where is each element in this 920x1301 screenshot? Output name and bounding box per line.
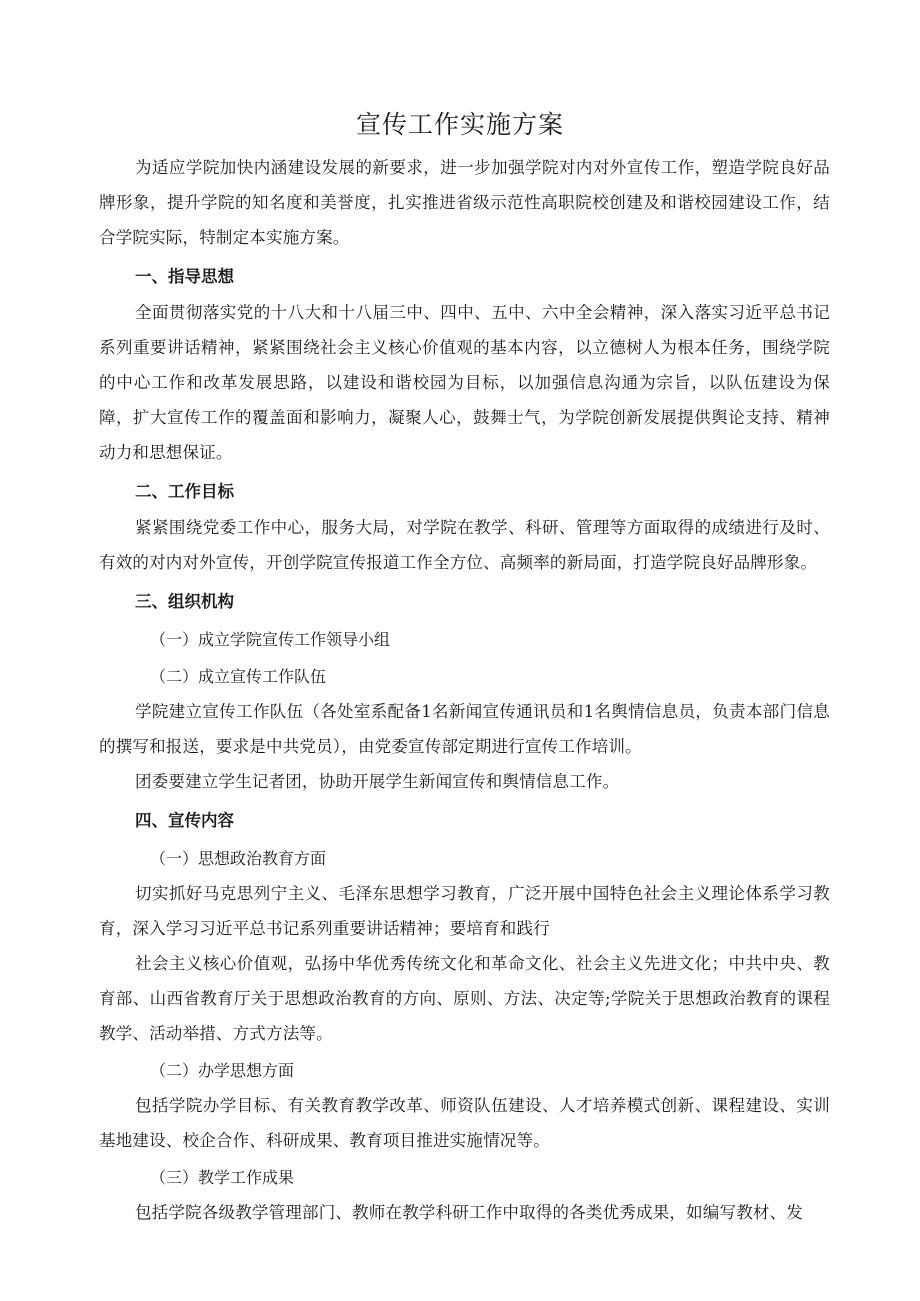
section-heading-content: 四、宣传内容 bbox=[135, 811, 234, 830]
content-sub-ideological: （一）思想政治教育方面 bbox=[150, 849, 327, 868]
teaching-results-paragraph: 包括学院各级教学管理部门、教师在教学科研工作中取得的各类优秀成果，如编写教材、发 bbox=[135, 1203, 803, 1222]
ideological-paragraph-part2: 社会主义核心价值观，弘扬中华优秀传统文化和革命文化、社会主义先进文化；中共中央、教育部、山西省教育厅关于思想政治教育的方向、原则、方法、决定等;学院关于思想政治教育的课程教学、活动举措、方式方法等。 bbox=[99, 954, 830, 1043]
content-sub-school-philosophy: （二）办学思想方面 bbox=[150, 1061, 295, 1080]
organization-team-paragraph: 学院建立宣传工作队伍（各处室系配备1名新闻宣传通讯员和1名舆情信息员，负责本部门信息的撰写和报送，要求是中共党员），由党委宣传部定期进行宣传工作培训。 bbox=[99, 702, 830, 756]
guiding-ideology-paragraph: 全面贯彻落实党的十八大和十八届三中、四中、五中、六中全会精神，深入落实习近平总书记系列重要讲话精神，紧紧围绕社会主义核心价值观的基本内容，以立德树人为根本任务，围绕学院的中心工作和改革发展思路，以建设和谐校园为目标，以加强信息沟通为宗旨，以队伍建设为保障，扩大宣传工作的覆盖面和影响力，凝聚人心，鼓舞士气，为学院创新发展提供舆论支持、精神动力和思想保证。 bbox=[99, 303, 830, 462]
organization-youth-league-paragraph: 团委要建立学生记者团，协助开展学生新闻宣传和舆情信息工作。 bbox=[135, 772, 620, 791]
section-heading-organization: 三、组织机构 bbox=[135, 592, 234, 611]
work-goals-paragraph: 紧紧围绕党委工作中心，服务大局，对学院在教学、科研、管理等方面取得的成绩进行及时、有效的对内对外宣传，开创学院宣传报道工作全方位、高频率的新局面，打造学院良好品牌形象。 bbox=[99, 518, 830, 572]
organization-sub-leading-group: （一）成立学院宣传工作领导小组 bbox=[150, 630, 391, 649]
ideological-paragraph-part1: 切实抓好马克思列宁主义、毛泽东思想学习教育，广泛开展中国特色社会主义理论体系学习教育，深入学习习近平总书记系列重要讲话精神；要培育和践行 bbox=[99, 884, 830, 938]
section-heading-guiding-ideology: 一、指导思想 bbox=[135, 267, 234, 286]
intro-paragraph: 为适应学院加快内涵建设发展的新要求，进一步加强学院对内对外宣传工作，塑造学院良好品牌形象，提升学院的知名度和美誉度，扎实推进省级示范性高职院校创建及和谐校园建设工作，结合学院实际，特制定本实施方案。 bbox=[99, 158, 830, 247]
content-sub-teaching-results: （三）教学工作成果 bbox=[150, 1168, 295, 1187]
school-philosophy-paragraph: 包括学院办学目标、有关教育教学改革、师资队伍建设、人才培养模式创新、课程建设、实训基地建设、校企合作、科研成果、教育项目推进实施情况等。 bbox=[99, 1096, 830, 1150]
document-title: 宣传工作实施方案 bbox=[355, 110, 564, 139]
organization-sub-team: （二）成立宣传工作队伍 bbox=[150, 667, 327, 686]
section-heading-work-goals: 二、工作目标 bbox=[135, 482, 234, 501]
document-body bbox=[99, 150, 830, 1230]
